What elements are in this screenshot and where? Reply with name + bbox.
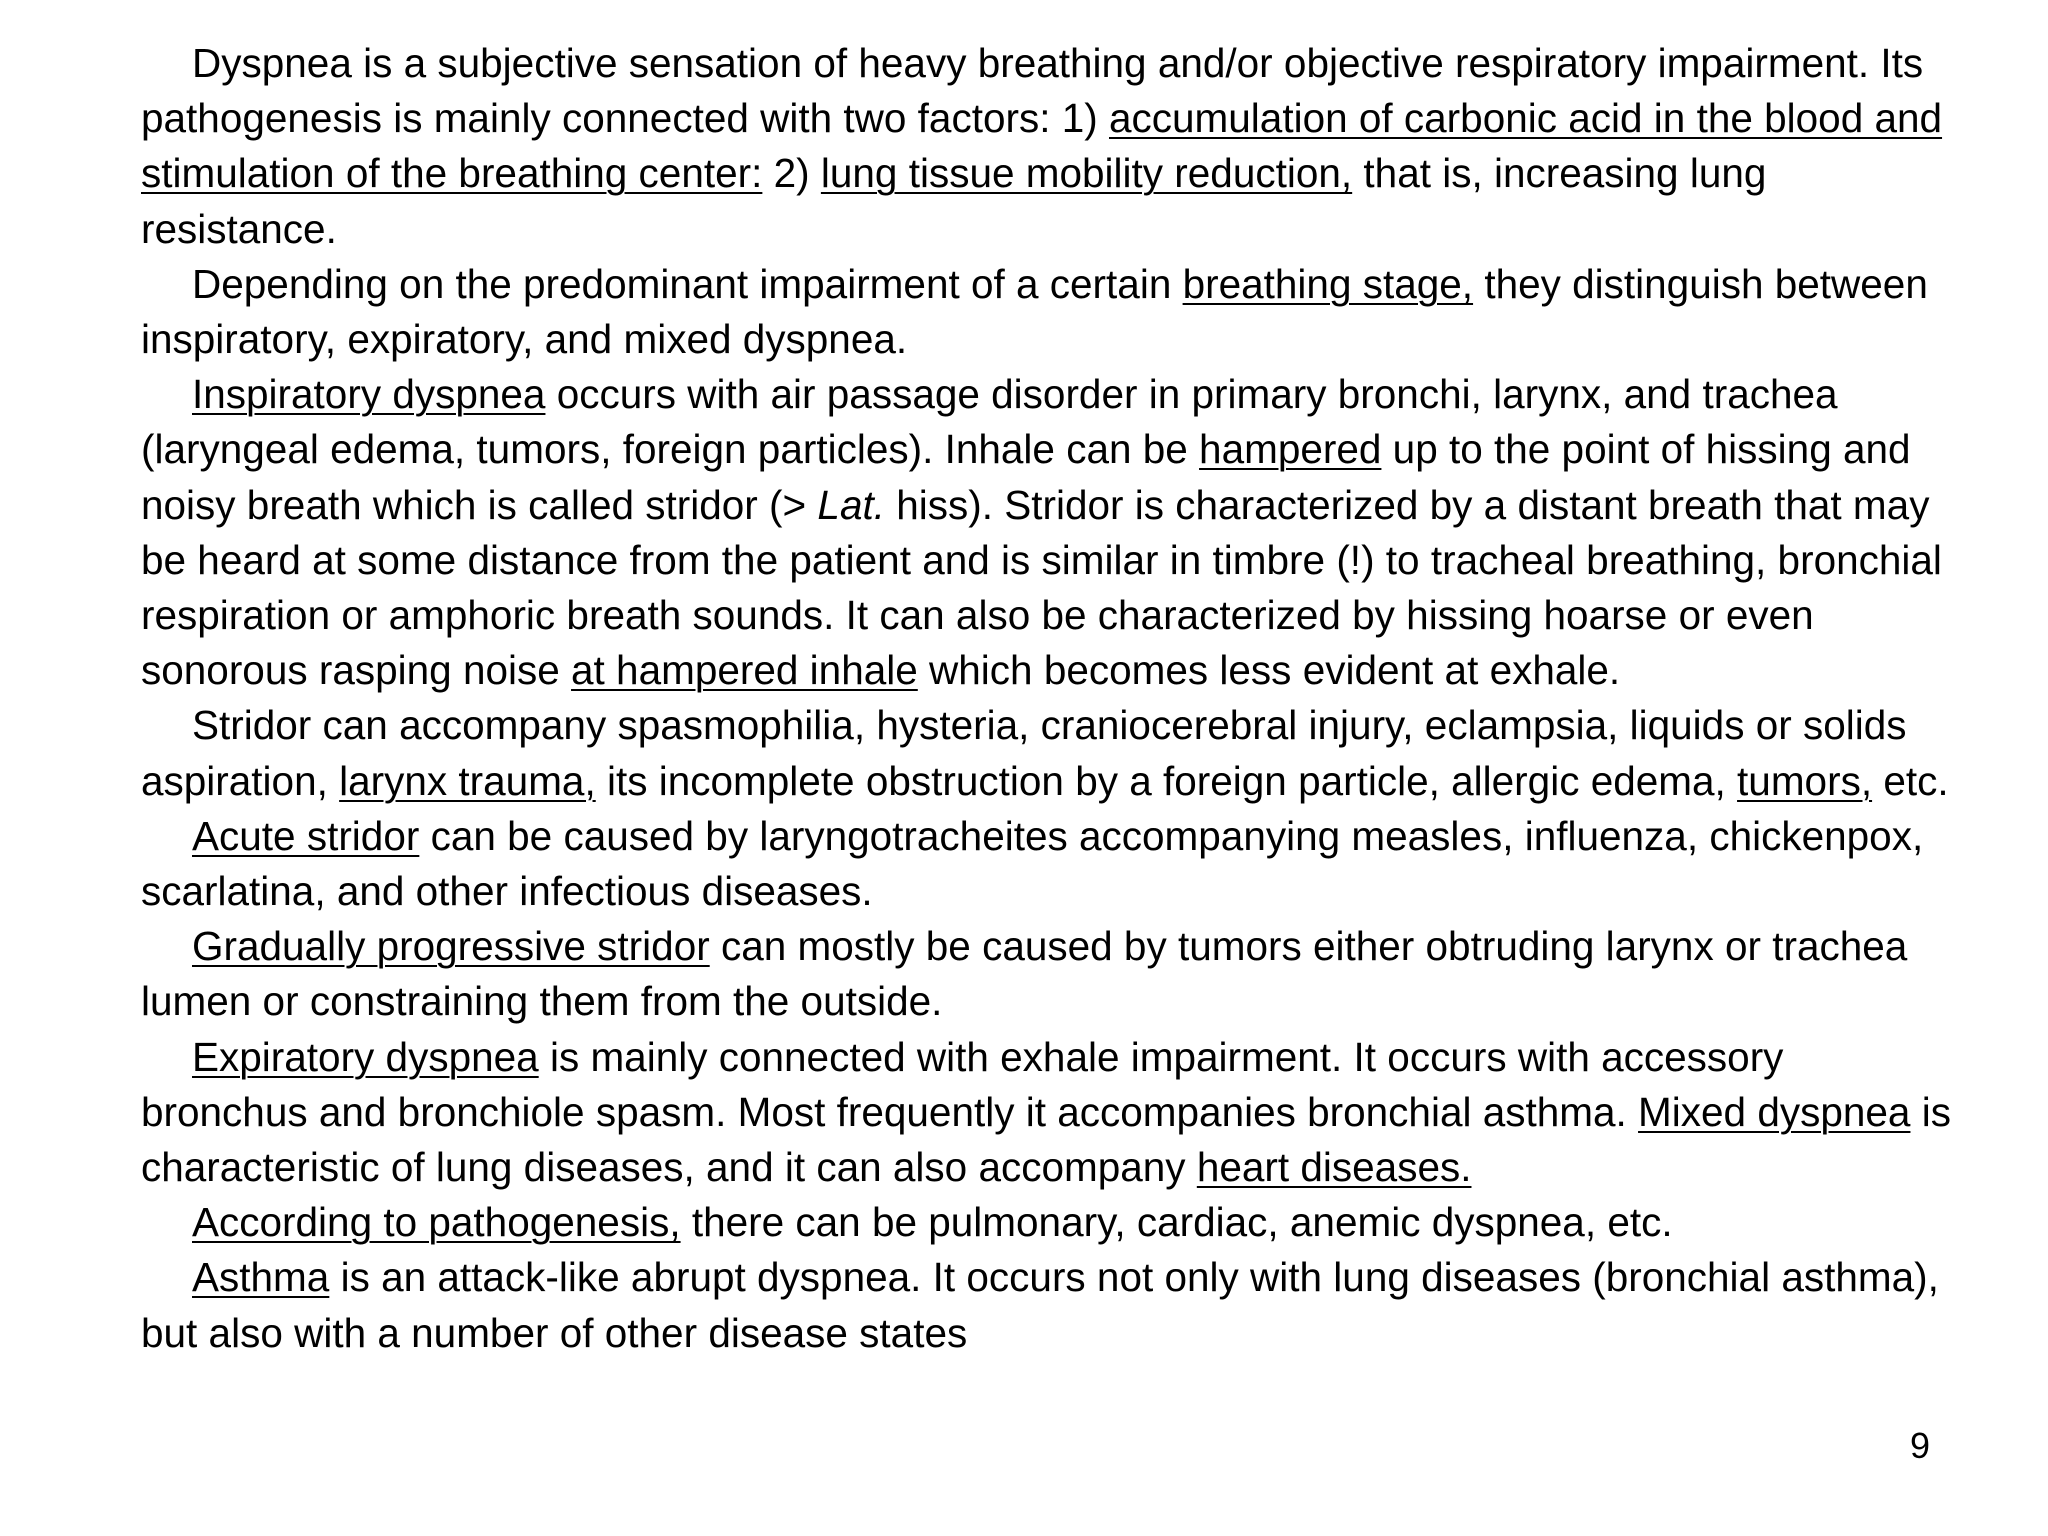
underlined-term: Expiratory dyspnea [192,1033,539,1080]
underlined-term: Asthma [192,1254,330,1301]
paragraph [141,1195,1961,1250]
text-run: 2) [762,150,821,197]
paragraph [141,36,1961,257]
underlined-term: larynx trauma, [339,757,596,804]
text-run: Depending on the predominant impairment of a certain [192,260,1183,307]
paragraph [141,257,1961,367]
underlined-term: According to pathogenesis, [192,1199,681,1246]
text-run: its incomplete obstruction by a foreign particle, allergic edema, [595,757,1738,804]
paragraph [141,919,1961,1029]
text-run: can mostly be caused by tumors either obtruding larynx or trachea lumen or constraining them from the outside. [141,923,1908,1025]
text-run: which becomes less evident at exhale. [917,647,1621,694]
text-run: there can be pulmonary, cardiac, anemic dyspnea, etc. [680,1199,1673,1246]
underlined-term: Mixed dyspnea [1638,1088,1911,1135]
underlined-term: heart diseases. [1196,1144,1472,1191]
underlined-term: tumors, [1737,757,1873,804]
text-run: etc. [1872,757,1949,804]
text-run: that is, increasing lung resistance. [141,150,1767,252]
text-run: can be caused by laryngotracheites accompanying measles, influenza, chickenpox, scarlatina, and other infectious diseases. [141,812,1924,915]
underlined-term: at hampered inhale [571,647,918,694]
text-run: up to the point of hissing and noisy breath which is called stridor (> [141,426,1911,528]
text-run: they distinguish between inspiratory, expiratory, and mixed dyspnea. [141,260,1928,363]
underlined-term: lung tissue mobility reduction, [820,150,1353,197]
document-body [141,36,1961,1361]
text-run: occurs with air passage disorder in primary bronchi, larynx, and trachea (laryngeal edema, tumors, foreign particles). Inhale can be [141,371,1838,473]
text-run: Dyspnea is a subjective sensation of heavy breathing and/or objective respiratory impairment. Its pathogenesis is mainly connected with two factors: 1) [141,40,1924,142]
paragraph [141,698,1961,808]
paragraph [141,1030,1961,1196]
underlined-term: accumulation of carbonic acid in the blood and stimulation of the breathing center: [141,95,1943,197]
paragraph [141,1250,1961,1360]
text-run: hiss). Stridor is characterized by a distant breath that may be heard at some distance from the patient and is similar in timbre (!) to tracheal breathing, bronchial respiration or amphoric breath sounds. It can also be characterized by hissing hoarse or even sonorous rasping noise [141,481,1942,694]
underlined-term: Inspiratory dyspnea [192,371,546,418]
text-run: Stridor can accompany spasmophilia, hysteria, craniocerebral injury, eclampsia, liquids or solids aspiration, [141,702,1907,804]
text-run: is an attack-like abrupt dyspnea. It occurs not only with lung diseases (bronchial asthma), but also with a number of other disease states [141,1254,1939,1356]
text-run: is mainly connected with exhale impairment. It occurs with accessory bronchus and bronchiole spasm. Most frequently it accompanies bronchial asthma. [141,1033,1784,1135]
underlined-term: breathing stage, [1182,260,1474,307]
italic-text: Lat. [817,481,885,528]
underlined-term: Acute stridor [192,812,420,859]
paragraph [141,809,1961,919]
page-number: 9 [1910,1425,1931,1466]
underlined-term: hampered [1199,426,1382,473]
text-run: is characteristic of lung diseases, and it can also accompany [141,1088,1951,1191]
underlined-term: Gradually progressive stridor [192,923,710,970]
paragraph [141,367,1961,698]
